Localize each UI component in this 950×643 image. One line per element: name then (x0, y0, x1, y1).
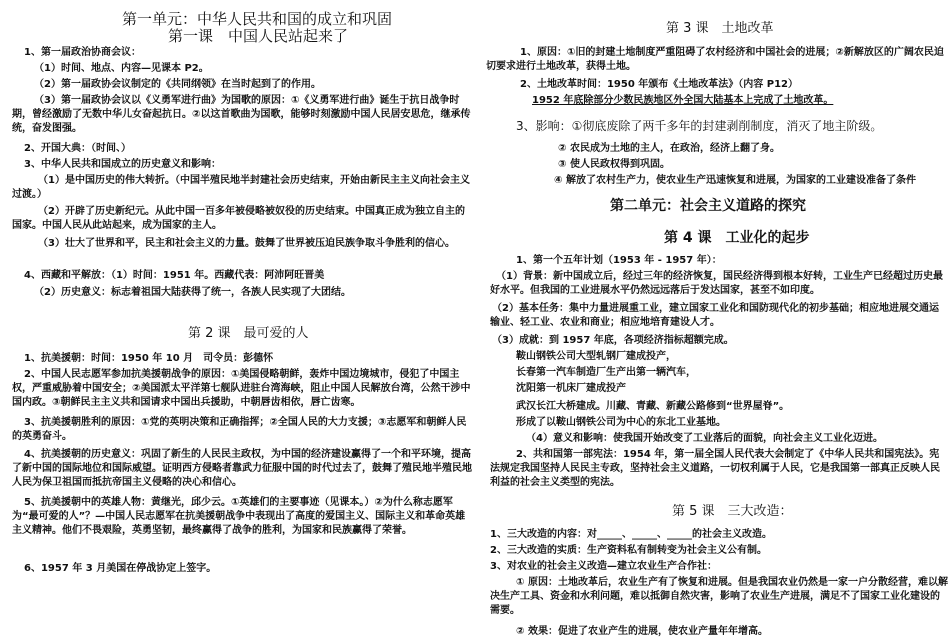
l2-item-1: 1、抗美援朝：时间：1950 年 10 月 司令员：彭德怀 (24, 353, 274, 364)
l2-item-3: 3、抗美援朝胜利的原因：①党的英明决策和正确指挥；②全国人民的大力支援；③志愿军和朝鲜人民的英勇奋斗。 (12, 417, 467, 442)
l1-item-7: （1）是中国历史的伟大转折。（中国半殖民地半封建社会历史结束，开始由新民主主义向社会主义过渡。） (12, 175, 470, 200)
l5-item-2: 2、三大改造的实质：生产资料私有制转变为社会主义公有制。 (490, 545, 767, 556)
l5-item-5: ② 效果：促进了农业产生的进展，使农业产量年年增高。 (516, 626, 768, 637)
l4-item-3: （2）基本任务：集中力量进展重工业，建立国家工业化和国防现代化的初步基础；相应地进展交通运输业、轻工业、农业和商业；相应地培育建设人才。 (490, 303, 939, 328)
l4-item-10: （4）意义和影响：使我国开始改变了工业落后的面貌，向社会主义工业化迈进。 (526, 433, 883, 444)
lesson4-title: 第 4 课 工业化的起步 (664, 230, 810, 246)
l2-item-6: 6、1957 年 3 月美国在停战协定上签字。 (24, 563, 217, 574)
l1-item-4: （3）第一届政协会议以《义勇军进行曲》为国歌的原因：①《义勇军进行曲》诞生于抗日战争时期，曾经激励了无数中华儿女奋起抗日。②以这首歌曲为国歌，能够时刻激励中国人民居安思危，继承传统，奋发图强。 (12, 95, 471, 134)
right-column (486, 0, 950, 643)
unit1-title: 第一单元：中华人民共和国的成立和巩固 (122, 10, 393, 28)
l3-item-4: 3、影响：①彻底废除了两千多年的封建剥削制度，消灭了地主阶级。 (516, 119, 883, 133)
l3-item-5: ② 农民成为土地的主人，在政治，经济上翻了身。 (558, 143, 780, 154)
l4-item-8: 武汉长江大桥建成。川藏、青藏、新藏公路修到“世界屋脊”。 (516, 401, 790, 412)
l5-item-3: 3、对农业的社会主义改造—建立农业生产合作社： (490, 561, 717, 572)
unit2-title: 第二单元：社会主义道路的探究 (610, 198, 806, 214)
l2-item-2: 2、中国人民志愿军参加抗美援朝战争的原因：①美国侵略朝鲜，轰炸中国边境城市，侵犯了中国主权，严重威胁着中国安全；②美国派太平洋第七舰队进驻台湾海峡，阻止中国人民解放台湾，公然干涉中国内政。③朝鲜民主主义共和国请求中国出兵援助，中朝唇齿相依，唇亡齿寒。 (12, 369, 471, 408)
lesson5-title: 第 5 课 三大改造： (672, 504, 793, 519)
l1-item-5: 2、开国大典：（时间、） (24, 143, 131, 154)
lesson2-title: 第 2 课 最可爱的人 (188, 326, 309, 341)
l4-item-11: 2、共和国第一部宪法：1954 年，第一届全国人民代表大会制定了《中华人民共和国宪法》。宪法规定我国坚持人民民主专政，坚持社会主义道路，一切权利属于人民，它是我国第一部真正反映人民利益的社会主义类型的宪法。 (490, 449, 940, 488)
l4-item-7: 沈阳第一机床厂建成投产 (516, 383, 626, 394)
l2-item-4: 4、抗美援朝的历史意义：巩固了新生的人民民主政权，为中国的经济建设赢得了一个和平环境，提高了新中国的国际地位和国际威望。证明西方侵略者靠武力征服中国的时代过去了，鼓舞了殖民地半殖民地人民为保卫祖国而抵抗帝国主义侵略的决心和信心。 (12, 449, 472, 488)
l3-item-7: ④ 解放了农村生产力，使农业生产迅速恢复和进展，为国家的工业建设准备了条件 (554, 175, 916, 186)
l4-item-5: 鞍山钢铁公司大型轧钢厂建成投产， (516, 351, 676, 362)
lesson1-title: 第一课 中国人民站起来了 (168, 27, 349, 45)
l3-item-1: 1、原因：①旧的封建土地制度严重阻碍了农村经济和中国社会的进展；②新解放区的广阔农民迫切要求进行土地改革，获得土地。 (486, 47, 944, 72)
l1-item-2: （1）时间、地点、内容—见课本 P2。 (34, 63, 209, 74)
l1-item-10: 4、西藏和平解放：（1）时间：1951 年。西藏代表：阿沛阿旺晋美 (24, 270, 325, 281)
l1-item-8: （2）开辟了历史新纪元。从此中国一百多年被侵略被奴役的历史结束。中国真正成为独立自主的国家。中国人民从此站起来，成为国家的主人。 (12, 206, 465, 231)
l1-item-3: （2）第一届政协会议制定的《共同纲领》在当时起到了的作用。 (34, 79, 321, 90)
l3-item-2: 2、土地改革时间：1950 年颁布《土地改革法》（内容 P12） (520, 79, 798, 90)
l4-item-6: 长春第一汽车制造厂生产出第一辆汽车， (516, 367, 696, 378)
l4-item-2: （1）背景：新中国成立后，经过三年的经济恢复，国民经济得到根本好转，工业生产已经超过历史最好水平。但我国的工业进展水平仍然远远落后于发达国家，甚至不如印度。 (490, 271, 943, 296)
l4-item-4: （3）成就：到 1957 年底，各项经济指标超额完成。 (492, 335, 734, 346)
l5-item-1: 1、三大改造的内容：对_____、_____、_____的社会主义改造。 (490, 529, 772, 540)
l1-item-6: 3、中华人民共和国成立的历史意义和影响： (24, 159, 221, 170)
l4-item-9: 形成了以鞍山钢铁公司为中心的东北工业基地。 (516, 417, 726, 428)
l1-item-11: （2）历史意义：标志着祖国大陆获得了统一，各族人民实现了大团结。 (34, 287, 351, 298)
l3-item-6: ③ 使人民政权得到巩固。 (558, 159, 670, 170)
l3-item-3: 1952 年底除部分少数民族地区外全国大陆基本上完成了土地改革。 (532, 95, 834, 106)
l1-item-9: （3）壮大了世界和平，民主和社会主义的力量。鼓舞了世界被压迫民族争取斗争胜利的信心。 (38, 238, 455, 249)
l4-item-1: 1、第一个五年计划（1953 年 - 1957 年）： (516, 255, 722, 266)
l1-item-1: 1、第一届政治协商会议： (24, 47, 141, 58)
l2-item-5: 5、抗美援朝中的英雄人物：黄继光，邱少云。①英雄们的主要事迹（见课本。）②为什么称志愿军为“最可爱的人”？—中国人民志愿军在抗美援朝战争中表现出了高度的爱国主义、国际主义和革命英雄主义精神。他们不畏艰险，英勇坚韧，最终赢得了战争的胜利，为国家和民族赢得了荣誉。 (12, 497, 466, 536)
l5-item-4: ① 原因：土地改革后，农业生产有了恢复和进展。但是我国农业仍然是一家一户分散经营，难以解决生产工具、资金和水利问题，难以抵御自然灾害，影响了农业生产进展，满足不了国家工业化建设的需要。 (490, 577, 948, 616)
lesson3-title: 第 3 课 土地改革 (666, 21, 774, 36)
